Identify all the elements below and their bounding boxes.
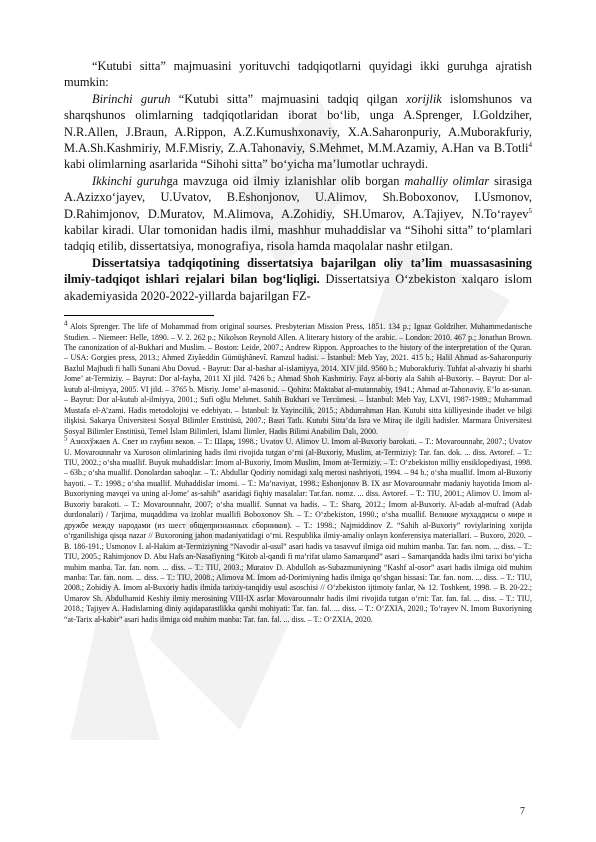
footnote-ref-5[interactable]: 5 — [528, 206, 532, 215]
footnote-ref-4[interactable]: 4 — [528, 140, 532, 149]
footnote-5: $^5$ Азизхўжаев А. Свет из глубин веков. – Т.: Шарқ, 1998.; Uvatov U. Alimov U. Imom al-Buxoriy barokati. – T.: Movarounnahr, 2007.; Uvatov U. Movarounnahr va Xuroson olimlarining hadis ilmi rivojida tutgan o‘rni (al-Buxoriy, Muslim, at-Termiziy): Tar. fan. dok. ... diss. Avtoref. – T.: TIU, 2002.; o‘sha muallif. Buyuk muhaddislar: Imom al-Buxoriy, Imom Muslim, Imom at-Termiziy. – T.: O‘zbekiston milliy ensiklopediyasi, 1998. – 63b.; o‘sha muallif. Donolardan saboqlar. – T.: Abdullar Qodiriy nomidagi xalq merosi nashriyoti, 1994. – 94 b.; o‘sha muallif. Imom al-Buxoriy hayoti. – T.: 1998.; o‘sha muallif. Muhaddislar imomi. – T.: Ma’naviyat, 1998.; Eshonjonov B. IX asr Movarounnahr madaniy hayotida Imom al-Buxoriyning mavqei va uning al-Jome’ as-sahih” asaridagi fiqhiy masalalar: Tar.fan. nomz. ... diss. Avtoref. – T.: TIU, 2001.; Alimov U. Imom al-Buxoriy barakoti. – T.: Movarounnahr, 2007; o‘sha muallif. Sunnat va hadis. – T.: Sharq, 2012.; Imom al-Buxoriy. Al-adab al-mufrad (Adab durdonalari) / Tarjima, muqaddima va izohlar muallifi Boboxonov Sh. – T.: O‘zbekiston, 1990.; o‘sha muallif. Великие мухаддисы о мире и дружбе между народами (из шест общепризнанных сборников). – T.: 1998.; Najmiddinov Z. “Sahih al-Buxoriy” roviylarining xorijda o‘rganilishiga qisqa nazar // Buxoroning jahon madaniyatidagi o‘rni. Respublika ilmiy-amaliy onlayn konferensiya materiallari. – Buxoro, 2020. – B. 186-191.; Usmonov I. al-Hakim at-Termiziyning “Navodir al-usul” asari hadis va tasavvuf ilmiga oid muhim manba. Tar. fan. nom. ... diss. – T.: TIU, 2005.; Rahimjonov D. Abu Hafs an-Nasafiyning “Kitob al-qandi fi ma’rifat ulamo Samarqand” asari – Samarqandda hadis ilmi tarixi bo‘yicha muhim manba. Tar. fan. nom. ... diss. – T.: TIU, 2003.; Muratov D. Abdulloh as-Subazmuniyning “Kashf al-osor” asari hadis ilmiga oid muhim manba: Tar. fan. nom. ... diss. – T.: TIU, 2008.; Alimova M. Imom ad-Dorimiyning hadis ilmiga qo‘shgan hissasi: Tar. fan. nom. ... diss. – T.: TIU, 2008.; Zohidiy A. Imom al-Buxoriy hadis ilmida tarixiy-tanqidiy usul asoschisi // O‘zbekiston ijtimoiy fanlar, № 12. Toshkent, 1998. – B. 20-22.; Umarov Sh. Abdulhamid Keshiy ilmiy merosining VIII-IX asrlar Movarounnahr hadis ilmi rivojida tutgan o‘rni: Tar. fan. fal. ... diss. – T.: TIU, 2018.; Tajiyev A. Hadislarning diniy aqidaparastlikka qarshi mohiyati: Tar. fan. fal. ... diss. – T.: O‘ZXIA, 2020.; To‘rayev N. Imom Buxoriyning “at-Tarix al-kabir” asari hadis ilmiga oid muhim manba: Tar. fan. fal. ... diss. – T.: O‘ZXIA, 2020. — [64, 434, 532, 624]
paragraph-relation: Dissertatsiya tadqiqotining dissertatsiya bajarilgan oliy ta’lim muassasasining ilmiy-tadqiqot ishlari rejalari bilan bog‘liqligi. Dissertatsiya O‘zbekiston xalqaro islom akademiyasida 2020-2022-yillarda bajarilgan FZ- — [64, 255, 533, 303]
footnotes — [64, 319, 532, 625]
page-number: 7 — [520, 806, 525, 817]
footnote-separator — [64, 315, 214, 316]
paragraph-second-group: Ikkinchi guruhga mavzuga oid ilmiy izlanishlar olib borgan mahalliy olimlar sirasiga A.Azizxo‘jayev, U.Uvatov, B.Eshonjonov, U.Alimov, Sh.Boboxonov, I.Usmonov, D.Rahimjonov, D.Muratov, M.Alimova, A.Zohidiy, SH.Umarov, A.Tajiyev, N.To‘rayev$^5$ kabilar kiradi. Ular tomonidan hadis ilmi, mashhur muhaddislar va “Sihohi sitta” to‘plamlari tadqiq etilib, dissertatsiya, monografiya, risola hamda maqolalar nashr etilgan. — [64, 173, 532, 254]
paragraph-intro: “Kutubi sitta” majmuasini yorituvchi tadqiqotlarni quyidagi ikki guruhga ajratish mumkin: — [64, 59, 532, 90]
first-group-lead: Birinchi guruh — [92, 91, 171, 106]
document-page — [64, 58, 532, 625]
paragraph-first-group: Birinchi guruh “Kutubi sitta” majmuasini tadqiq qilgan xorijlik islomshunos va sharqshunos olimlarning tadqiqotlaridan iborat bo‘lib, unga A.Sprenger, I.Goldziher, N.R.Allen, J.Braun, A.Rippon, A.Z.Kumushxonaviy, X.A.Saharonpuriy, A.Muborakfuriy, M.A.Sh.Kashmiriy, M.F.Misriy, Z.A.Tahonaviy, S.Mehmet, M.M.Azamiy, A.Han va B.Totli$^4$ kabi olimlarning asarlarida “Sihohi sitta” bo‘yicha ma’lumotlar uchraydi. — [64, 91, 532, 172]
main-text — [64, 58, 532, 304]
footnote-4: $^4$ Alois Sprenger. The life of Mohammad from original sourses. Presbyterian Mission Press, 1851. 134 p.; Ignaz Goldziher. Muhammedanische Studien. – Niemeer: Helle, 1890. – V. 2. 262 p.; Nikolson Reynold Allen. A literary history of the arabic. – London: 2010. 467 p.; Jonathan Brown. The canonization of al-Bukhari and Muslim. – Boston: Leide, 2007.; Andrew Rippon. Approaches to the history of the interpretation of the Quran. – USA: Gorgies press, 2013.; Ahmed Ziyâeddin Gümüşhânevî. Ramzul hadisi. – İstanbul: Meb Yay, 2021. 415 b.; Halil Ahmad as-Saharonpuriy Bazlul Majhudi fi halli Sunani Abu Dovud. - Bayrut: Dar al-bashar al-islamiyya, 2014. XIV jild. 9560 b.; Muborakfuriy. Tuhfat al-ahvaziy bi sharhi Jome’ at-Termiziy. – Bayrut: Dor al-fayha, 2011 XI jild. 7426 b.; Ahmad Shoh Kashmiriy. Fayz al-boriy ala Sahih al-Buxoriy. – Bayrut: Dor al-kutub al-ilmiyya, 2005. VI jild. – 3765 b. Misriy. Jome’ al-masonid. – Qohira: Maktabat al-mutannabiy, 1941.; Ahmad at-Tahonaviy. E’lo as-sunan. – Bayrut: Dor al-kutub al-ilmiyya, 2001.; Sufi oğlu Mehmet. Sahih Bukhari ve Tercümesi. – İstanbul: Meb Yay, LXVI, 1987-1989.; Muhammad Mustafa el-A’zami. Hadis metodolojisi ve edebiyatı. – İstanbul: Iz Yayincilik, 2015.; Abdurrahman Han. Kutubi sitta külliyesinde ibadet ve bilgi ilişkisi. Sakarya Üniversitesi Sosyal Bilimler Enstitüsü, 2007.; Basri Tatlı. Kutubi Sitta’da Isra ve Miraç ile ilgili hadisler. Marmara Üniversitesi Sosyal Bilimler Enstitüsü, Temel İslam Bilimleri, İslami İlimler, Hadis Bilimi Anabilim Dalı, 2000. — [64, 319, 532, 436]
section-heading: Dissertatsiya tadqiqotining dissertatsiya bajarilgan oliy ta’lim muassasasining ilmiy-tadqiqot ishlari rejalari bilan bog‘liqligi. — [64, 255, 532, 287]
second-group-lead: Ikkinchi guruh — [92, 173, 167, 188]
